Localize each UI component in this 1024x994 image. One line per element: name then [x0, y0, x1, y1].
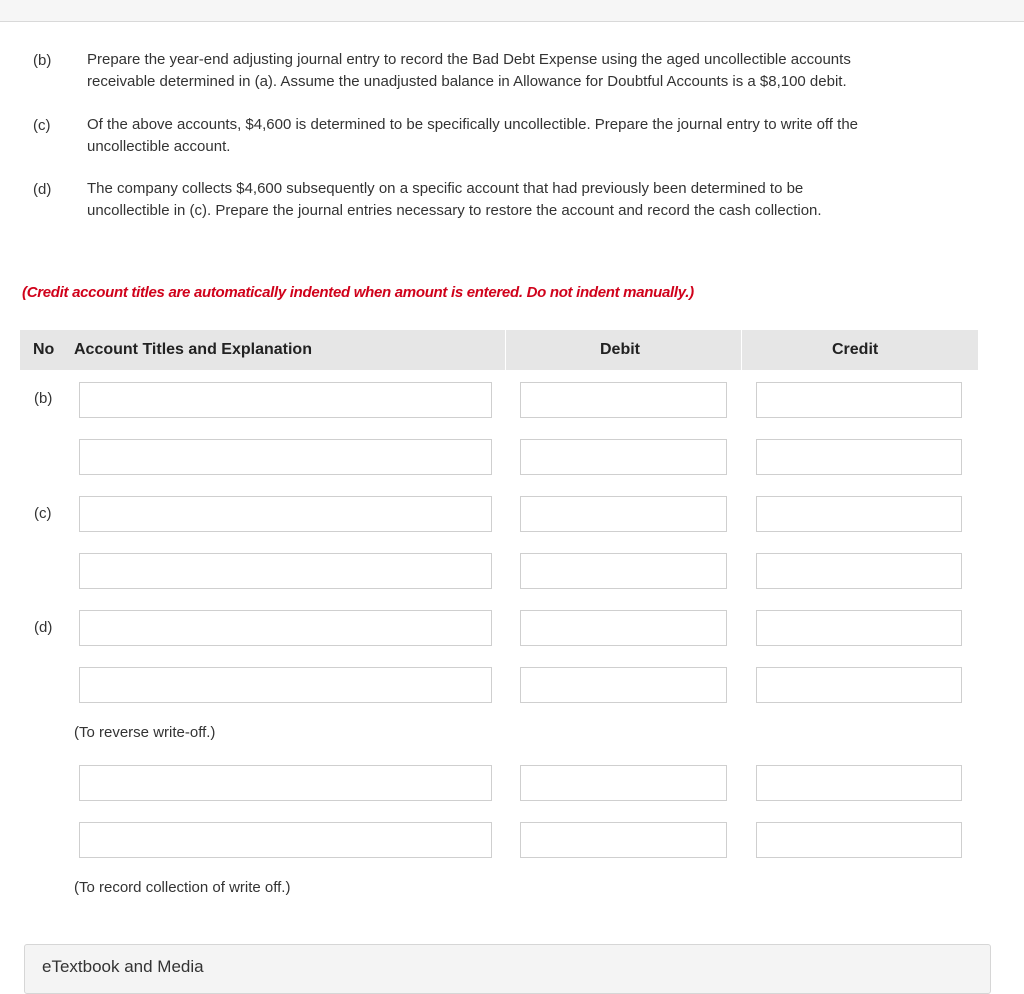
credit-input[interactable]	[756, 553, 962, 589]
debit-input[interactable]	[520, 822, 727, 858]
header-divider	[741, 330, 742, 370]
question-text-b	[87, 49, 987, 93]
explanation-record-collection: (To record collection of write off.)	[74, 879, 291, 896]
question-line: uncollectible in (c). Prepare the journal entries necessary to restore the account and record the cash collection.	[87, 202, 822, 219]
question-label-b: (b)	[33, 52, 52, 69]
question-text-d	[87, 178, 987, 222]
header-debit: Debit	[600, 341, 640, 358]
credit-input[interactable]	[756, 610, 962, 646]
account-title-input[interactable]	[79, 382, 492, 418]
row-label-c: (c)	[34, 505, 52, 522]
question-label-c: (c)	[33, 117, 51, 134]
explanation-reverse-write-off: (To reverse write-off.)	[74, 724, 216, 741]
debit-input[interactable]	[520, 610, 727, 646]
question-line: Prepare the year-end adjusting journal entry to record the Bad Debt Expense using the aged uncollectible accounts	[87, 51, 851, 68]
account-title-input[interactable]	[79, 439, 492, 475]
question-text-c	[87, 114, 987, 158]
table-header	[20, 330, 978, 370]
credit-input[interactable]	[756, 439, 962, 475]
row-label-d: (d)	[34, 619, 53, 636]
credit-input[interactable]	[756, 667, 962, 703]
debit-input[interactable]	[520, 765, 727, 801]
debit-input[interactable]	[520, 382, 727, 418]
credit-input[interactable]	[756, 822, 962, 858]
account-title-input[interactable]	[79, 765, 492, 801]
etextbook-media-button[interactable]: eTextbook and Media	[24, 944, 991, 994]
debit-input[interactable]	[520, 496, 727, 532]
header-divider	[505, 330, 506, 370]
question-label-d: (d)	[33, 181, 52, 198]
debit-input[interactable]	[520, 667, 727, 703]
debit-input[interactable]	[520, 553, 727, 589]
row-label-b: (b)	[34, 390, 53, 407]
credit-input[interactable]	[756, 765, 962, 801]
header-no: No	[33, 341, 55, 358]
account-title-input[interactable]	[79, 553, 492, 589]
indent-note: (Credit account titles are automatically indented when amount is entered. Do not indent manually.)	[22, 284, 694, 301]
question-line: uncollectible account.	[87, 138, 231, 155]
header-credit: Credit	[832, 341, 879, 358]
debit-input[interactable]	[520, 439, 727, 475]
account-title-input[interactable]	[79, 610, 492, 646]
question-line: Of the above accounts, $4,600 is determined to be specifically uncollectible. Prepare the journal entry to write off the	[87, 116, 858, 133]
account-title-input[interactable]	[79, 496, 492, 532]
credit-input[interactable]	[756, 496, 962, 532]
account-title-input[interactable]	[79, 822, 492, 858]
account-title-input[interactable]	[79, 667, 492, 703]
top-band	[0, 0, 1024, 22]
question-line: The company collects $4,600 subsequently on a specific account that had previously been determined to be	[87, 180, 804, 197]
question-line: receivable determined in (a). Assume the unadjusted balance in Allowance for Doubtful Accounts is a $8,100 debit.	[87, 73, 847, 90]
header-account: Account Titles and Explanation	[74, 341, 312, 358]
credit-input[interactable]	[756, 382, 962, 418]
